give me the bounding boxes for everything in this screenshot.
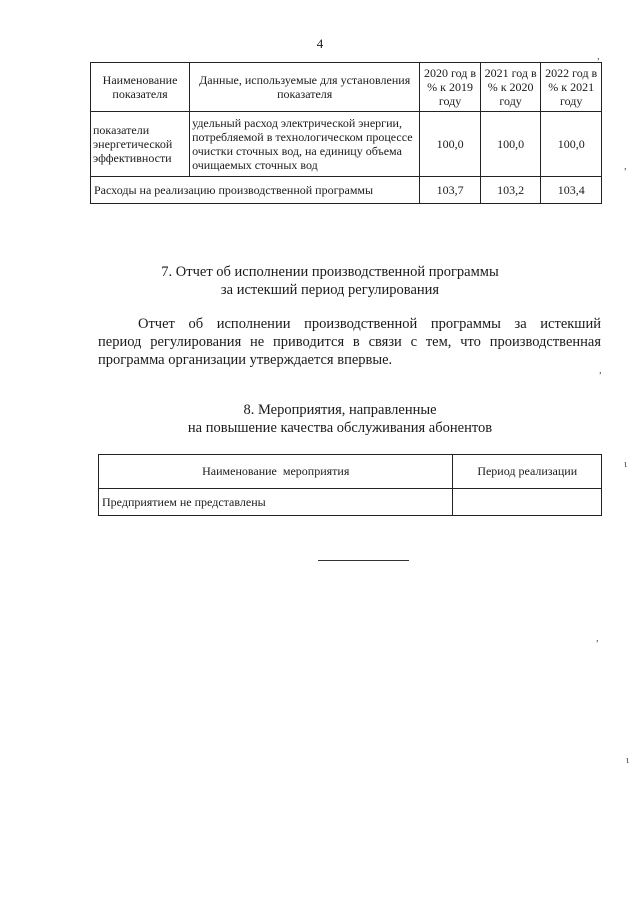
paragraph-line: Отчет об исполнении производственной программы за истекший [138,316,601,332]
section-8-heading [20,401,640,437]
expenses-label-cell: Расходы на реализацию производственной программы [91,177,420,204]
value-2020-cell: 100,0 [420,112,481,177]
table-header-row [99,455,602,489]
expenses-2021-cell: 103,2 [480,177,541,204]
measure-period-cell [453,489,602,516]
header-2020: 2020 год в % к 2019 году [420,63,481,112]
production-program-table [90,62,602,204]
scan-mark: ι [626,754,629,766]
section-7-paragraph [98,315,601,369]
measures-table [98,454,602,516]
indicator-name-cell: показатели энергетической эффективности [91,112,190,177]
section-8-title-line2: на повышение качества обслуживания абонентов [187,420,493,436]
scan-mark: ι [624,458,627,470]
section-7-title-line2: за истекший период регулирования [220,282,440,298]
table-row [99,489,602,516]
measure-name-cell: Предприятием не представлены [99,489,453,516]
header-measure-name: Наименование мероприятия [99,455,453,489]
section-8-title-line1: 8. Мероприятия, направленные [243,402,437,418]
section-7-heading [10,263,640,299]
section-7-title-line1: 7. Отчет об исполнении производственной программы [161,264,499,280]
table-header-row [91,63,602,112]
expenses-2020-cell: 103,7 [420,177,481,204]
header-data-used: Данные, используемые для установления показателя [190,63,420,112]
scan-mark: , [596,632,599,644]
header-2021: 2021 год в % к 2020 году [480,63,541,112]
table-row [91,177,602,204]
scan-mark: , [624,160,627,172]
scan-mark: , [597,50,600,62]
value-2022-cell: 100,0 [541,112,602,177]
indicator-description-cell: удельный расход электрической энергии, потребляемой в технологическом процессе очистки сточных вод, на единицу объема очищаемых сточных вод [190,112,420,177]
paragraph-line: программа организации утверждается впервые. [98,352,393,368]
header-indicator-name: Наименование показателя [91,63,190,112]
value-2021-cell: 100,0 [480,112,541,177]
table-row [91,112,602,177]
closing-divider [318,560,409,561]
paragraph-line: период регулирования не приводится в связи с тем, что производственная [98,334,601,350]
header-period: Период реализации [453,455,602,489]
scan-mark: , [599,364,602,376]
page-number: 4 [316,36,324,51]
header-2022: 2022 год в % к 2021 году [541,63,602,112]
expenses-2022-cell: 103,4 [541,177,602,204]
